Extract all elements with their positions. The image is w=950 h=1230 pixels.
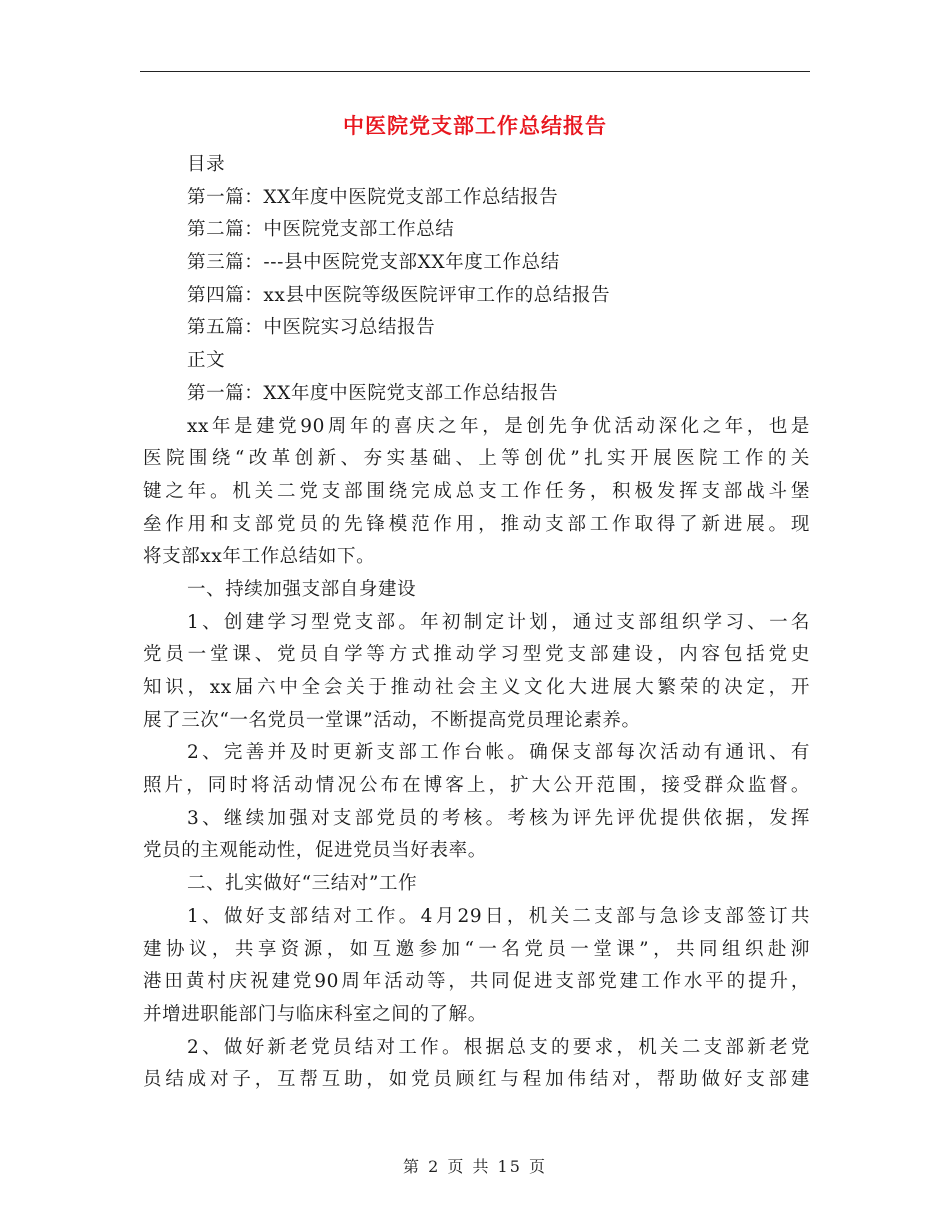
footer-middle: 页 共 [447, 1157, 491, 1176]
page-total: 15 [497, 1157, 522, 1176]
paragraph-line: xx年是建党90周年的喜庆之年，是创先争优活动深化之年，也是 [187, 415, 810, 437]
paragraph [143, 607, 810, 738]
page-number: 2 [428, 1157, 441, 1176]
toc-heading: 目录 [187, 154, 226, 175]
paragraph-line: 党员一堂课、党员自学等方式推动学习型党支部建设，内容包括党史 [143, 644, 810, 666]
footer-suffix: 页 [529, 1157, 548, 1176]
toc-item: 第二篇：中医院党支部工作总结 [187, 219, 455, 241]
paragraph-line: 1、做好支部结对工作。4月29日，机关二支部与急诊支部签订共 [187, 905, 810, 927]
paragraph-line: 医院围绕“改革创新、夯实基础、上等创优”扎实开展医院工作的关 [143, 448, 810, 470]
paragraph-line: 将支部xx年工作总结如下。 [143, 546, 376, 568]
document-body [143, 149, 810, 1097]
paragraph [143, 901, 810, 1032]
paragraph [143, 737, 810, 802]
toc-item: 第五篇：中医院实习总结报告 [187, 317, 436, 339]
paragraph-line: 键之年。机关二党支部围绕完成总支工作任务，积极发挥支部战斗堡 [143, 480, 810, 502]
toc-item: 第三篇：---县中医院党支部XX年度工作总结 [187, 252, 560, 274]
document-title: 中医院党支部工作总结报告 [343, 113, 607, 138]
body-heading: 正文 [187, 350, 226, 372]
paragraph-line: 垒作用和支部党员的先锋模范作用，推动支部工作取得了新进展。现 [143, 513, 810, 535]
paragraph [143, 803, 810, 868]
toc-item: 第一篇：XX年度中医院党支部工作总结报告 [187, 186, 559, 208]
paragraph-line: 2、完善并及时更新支部工作台帐。确保支部每次活动有通讯、有 [187, 742, 810, 764]
section-heading: 二、扎实做好“三结对”工作 [187, 873, 418, 895]
paragraph-line: 知识，xx届六中全会关于推动社会主义文化大进展大繁荣的决定，开 [143, 677, 810, 698]
paragraph [143, 411, 810, 574]
paragraph-line: 港田黄村庆祝建党90周年活动等，共同促进支部党建工作水平的提升， [143, 971, 810, 993]
header-rule [140, 71, 810, 72]
chapter-title: 第一篇：XX年度中医院党支部工作总结报告 [187, 382, 559, 404]
paragraph [143, 1032, 810, 1097]
paragraph-line: 2、做好新老党员结对工作。根据总支的要求，机关二支部新老党 [187, 1036, 810, 1058]
footer-prefix: 第 [402, 1157, 421, 1176]
paragraph-line: 并增进职能部门与临床科室之间的了解。 [143, 1003, 487, 1025]
paragraph-line: 员结成对子，互帮互助，如党员顾红与程加伟结对，帮助做好支部建 [143, 1069, 810, 1091]
paragraph-line: 展了三次“一名党员一堂课”活动，不断提高党员理论素养。 [143, 709, 641, 731]
paragraph-line: 3、继续加强对支部党员的考核。考核为评先评优提供依据，发挥 [187, 807, 810, 829]
page-footer [0, 1154, 950, 1177]
paragraph-line: 1、创建学习型党支部。年初制定计划，通过支部组织学习、一名 [187, 611, 810, 633]
paragraph-line: 党员的主观能动性，促进党员当好表率。 [143, 840, 487, 862]
section-heading: 一、持续加强支部自身建设 [187, 578, 417, 600]
paragraph-line: 建协议，共享资源，如互邀参加“一名党员一堂课”，共同组织赴泖 [143, 938, 810, 960]
toc-item: 第四篇：xx县中医院等级医院评审工作的总结报告 [187, 284, 611, 306]
paragraph-line: 照片，同时将活动情况公布在博客上，扩大公开范围，接受群众监督。 [143, 775, 810, 797]
